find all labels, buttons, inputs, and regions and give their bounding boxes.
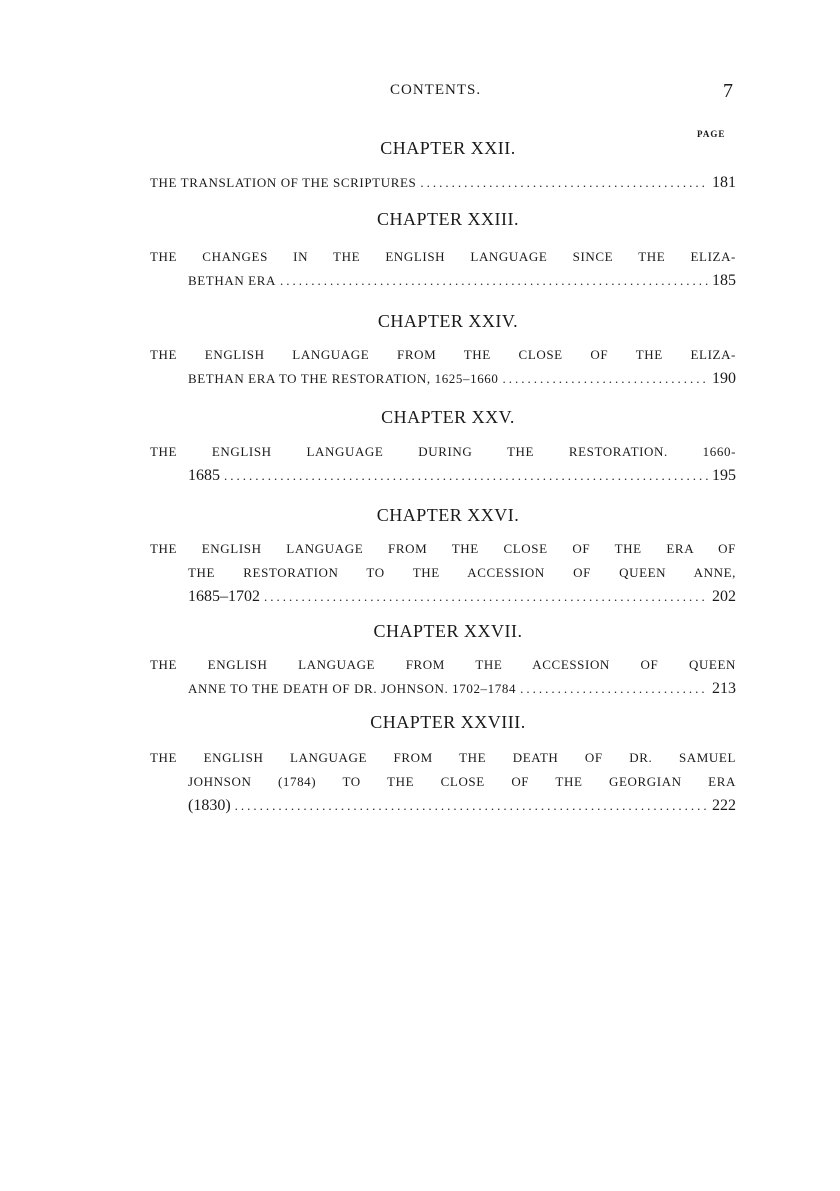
toc-line: JOHNSON (1784) TO THE CLOSE OF THE GEORGIAN ERA bbox=[188, 774, 736, 789]
running-head bbox=[0, 82, 840, 106]
toc-entry-xxvi bbox=[150, 537, 736, 609]
toc-entry-title: THE TRANSLATION OF THE SCRIPTURES bbox=[150, 175, 417, 190]
running-head-title: CONTENTS. bbox=[390, 82, 482, 98]
toc-line: THE ENGLISH LANGUAGE FROM THE DEATH OF DR. SAMUEL bbox=[150, 750, 736, 765]
chapter-heading-xxv: CHAPTER XXV. bbox=[381, 407, 515, 427]
toc-page-number: 195 bbox=[712, 467, 736, 484]
chapter-heading-xxii: CHAPTER XXII. bbox=[380, 138, 516, 158]
toc-page-number: 190 bbox=[712, 370, 736, 387]
toc-entry-xxv bbox=[150, 440, 736, 488]
chapter-heading-xxviii: CHAPTER XXVIII. bbox=[370, 712, 526, 732]
dot-leader bbox=[235, 794, 708, 818]
toc-line bbox=[150, 171, 736, 195]
toc-entry-xxiv bbox=[150, 343, 736, 391]
toc-entry-xxvii bbox=[150, 653, 736, 701]
toc-line: THE ENGLISH LANGUAGE FROM THE CLOSE OF THE ELIZA- bbox=[150, 347, 736, 362]
toc-line bbox=[150, 585, 736, 609]
dot-leader bbox=[520, 677, 708, 701]
toc-line: THE CHANGES IN THE ENGLISH LANGUAGE SINCE THE ELIZA- bbox=[150, 249, 736, 264]
dot-leader bbox=[224, 464, 708, 488]
toc-entry-xxviii bbox=[150, 746, 736, 818]
toc-line bbox=[150, 677, 736, 701]
toc-page-number: 213 bbox=[712, 680, 736, 697]
toc-entry-title: 1685–1702 bbox=[188, 588, 260, 605]
toc-page-number: 222 bbox=[712, 797, 736, 814]
page-column-label: PAGE bbox=[697, 129, 726, 139]
toc-line bbox=[150, 367, 736, 391]
toc-page-number: 181 bbox=[712, 174, 736, 191]
toc-line: THE ENGLISH LANGUAGE FROM THE ACCESSION OF QUEEN bbox=[150, 657, 736, 672]
toc-line: THE RESTORATION TO THE ACCESSION OF QUEEN ANNE, bbox=[188, 565, 736, 580]
toc-page-number: 185 bbox=[712, 272, 736, 289]
toc-entry-title: ANNE TO THE DEATH OF DR. JOHNSON. 1702–1784 bbox=[188, 681, 517, 696]
toc-line bbox=[150, 794, 736, 818]
chapter-heading-xxiv: CHAPTER XXIV. bbox=[377, 311, 519, 331]
toc-entry-title: BETHAN ERA bbox=[188, 273, 276, 288]
chapter-heading-xxvi: CHAPTER XXVI. bbox=[376, 505, 520, 525]
toc-entry-xxii bbox=[150, 171, 736, 195]
toc-line bbox=[150, 269, 736, 293]
toc-entry-title: (1830) bbox=[188, 797, 231, 814]
toc-line: THE ENGLISH LANGUAGE FROM THE CLOSE OF THE ERA OF bbox=[150, 541, 736, 556]
toc-entry-xxiii bbox=[150, 245, 736, 293]
chapter-heading-xxiii: CHAPTER XXIII. bbox=[377, 209, 519, 229]
toc-line bbox=[150, 464, 736, 488]
toc-line: THE ENGLISH LANGUAGE DURING THE RESTORATION. 1660- bbox=[150, 444, 736, 459]
dot-leader bbox=[503, 367, 709, 391]
toc-entry-title: BETHAN ERA TO THE RESTORATION, 1625–1660 bbox=[188, 371, 499, 386]
dot-leader bbox=[420, 171, 708, 195]
page-number: 7 bbox=[723, 80, 733, 102]
toc-page-number: 202 bbox=[712, 588, 736, 605]
toc-entry-title: 1685 bbox=[188, 467, 220, 484]
chapter-heading-xxvii: CHAPTER XXVII. bbox=[373, 621, 523, 641]
dot-leader bbox=[264, 585, 708, 609]
dot-leader bbox=[280, 269, 708, 293]
